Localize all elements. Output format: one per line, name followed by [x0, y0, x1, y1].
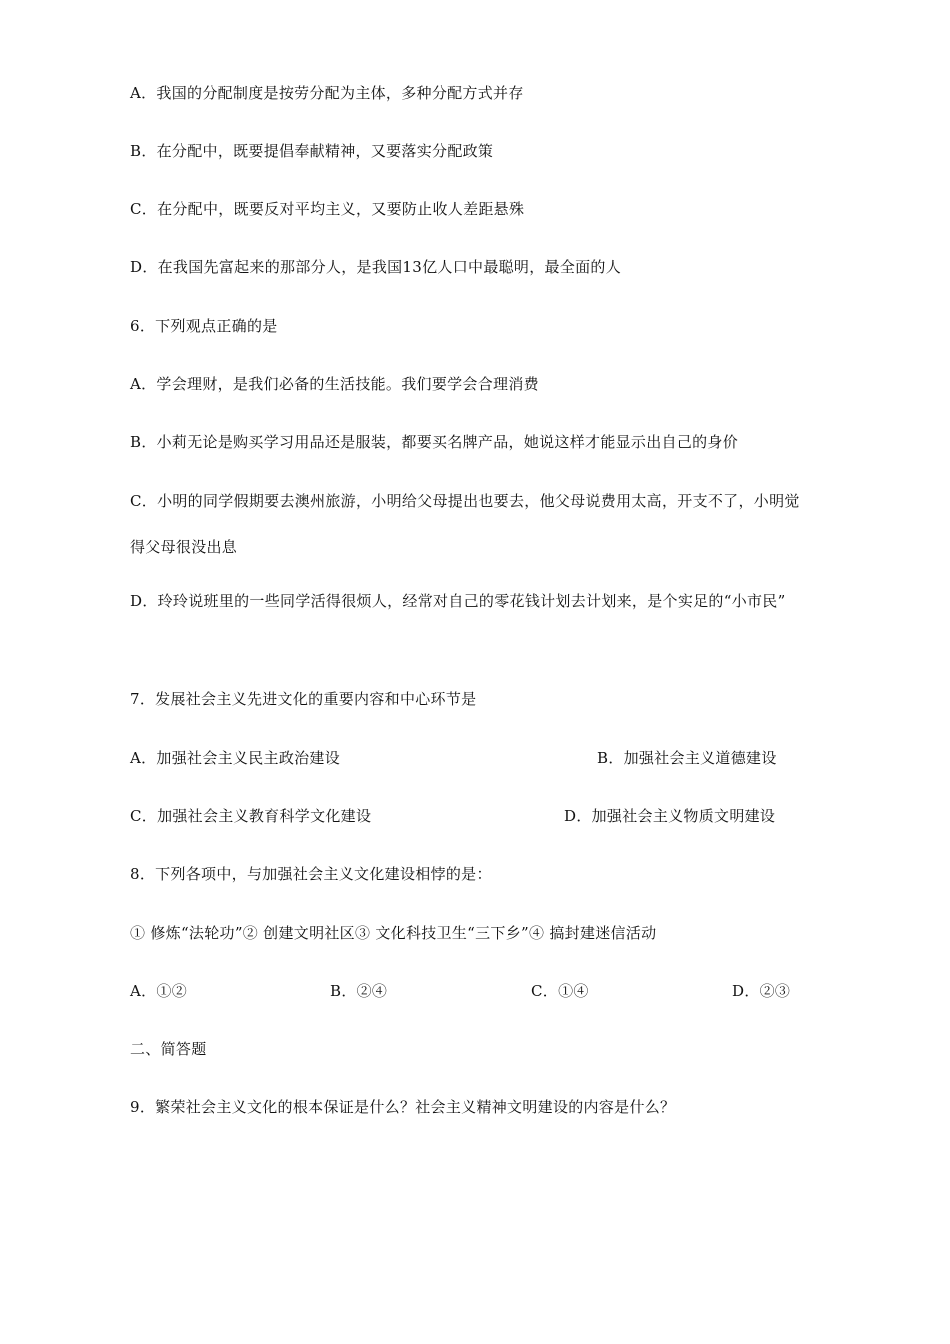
q5-option-d: D．在我国先富起来的那部分人，是我国13亿人口中最聪明，最全面的人	[130, 258, 622, 276]
q6-option-d: D．玲玲说班里的一些同学活得很烦人，经常对自己的零花钱计划去计划来，是个实足的“小市民”	[130, 592, 786, 610]
q5-option-b: B．在分配中，既要提倡奉献精神，又要落实分配政策	[130, 142, 494, 160]
q7-options-row-2	[130, 806, 820, 826]
q7-option-b: B．加强社会主义道德建设	[597, 749, 777, 767]
q5-option-a: A．我国的分配制度是按劳分配为主体，多种分配方式并存	[130, 84, 524, 102]
q8-option-b: B．②④	[330, 982, 388, 1000]
q6-option-a: A．学会理财，是我们必备的生活技能。我们要学会合理消费	[130, 375, 539, 393]
section-title-short-answer: 二、简答题	[130, 1040, 207, 1058]
q8-items: ① 修炼“法轮功”② 创建文明社区③ 文化科技卫生“三下乡”④ 搞封建迷信活动	[130, 924, 657, 942]
q6-stem: 6．下列观点正确的是	[130, 317, 278, 335]
q8-option-a: A．①②	[130, 982, 188, 1000]
q5-option-c: C．在分配中，既要反对平均主义，又要防止收人差距悬殊	[130, 200, 525, 218]
q8-options-row	[130, 981, 820, 1001]
q7-option-d: D．加强社会主义物质文明建设	[564, 807, 776, 825]
q7-stem: 7．发展社会主义先进文化的重要内容和中心环节是	[130, 690, 477, 708]
q9-stem: 9．繁荣社会主义文化的根本保证是什么？社会主义精神文明建设的内容是什么？	[130, 1098, 676, 1116]
q7-option-c: C．加强社会主义教育科学文化建设	[130, 807, 372, 825]
q7-option-a: A．加强社会主义民主政治建设	[130, 749, 341, 767]
q6-option-c: C．小明的同学假期要去澳州旅游，小明给父母提出也要去，他父母说费用太高，开支不了，小明觉得父母很没出息	[130, 492, 800, 556]
q6-option-b: B．小莉无论是购买学习用品还是服装，都要买名牌产品，她说这样才能显示出自己的身价	[130, 433, 739, 451]
q8-stem: 8．下列各项中，与加强社会主义文化建设相悖的是：	[130, 865, 492, 883]
q8-option-d: D．②③	[732, 982, 791, 1000]
q8-option-c: C．①④	[531, 982, 589, 1000]
q7-options-row-1	[130, 748, 820, 768]
